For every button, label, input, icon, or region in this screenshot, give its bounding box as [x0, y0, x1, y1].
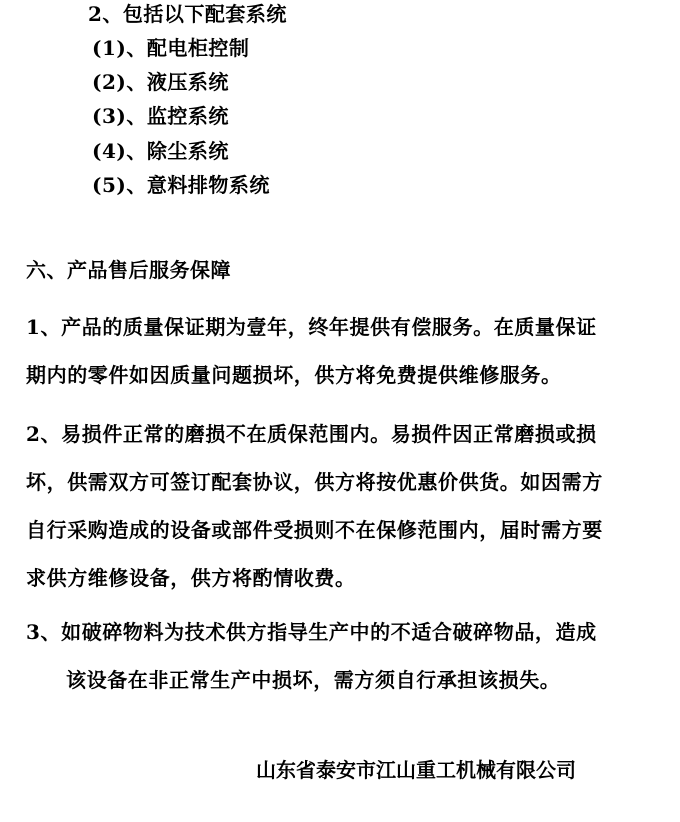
- paragraph-line: 求供方维修设备，供方将酌情收费。: [26, 566, 356, 590]
- paragraph-unsuitable-materials: [26, 608, 652, 704]
- paragraph-wear-parts: [26, 410, 652, 602]
- paragraph-line: 2、易损件正常的磨损不在质保范围内。易损件因正常磨损或损: [26, 422, 597, 446]
- paragraph-warranty: [26, 303, 652, 399]
- subsystem-item-4: (4)、除尘系统: [92, 139, 229, 163]
- subsystem-item-5: (5)、意料排物系统: [92, 173, 270, 197]
- subsystem-item-1: (1)、配电柜控制: [92, 36, 250, 60]
- paragraph-line: 坏，供需双方可签订配套协议，供方将按优惠价供货。如因需方: [26, 470, 603, 494]
- paragraph-line: 1、产品的质量保证期为壹年，终年提供有偿服务。在质量保证: [26, 315, 597, 339]
- paragraph-line: 该设备在非正常生产中损坏，需方须自行承担该损失。: [66, 668, 561, 692]
- subsystem-item-2: (2)、液压系统: [92, 70, 229, 94]
- paragraph-line: 3、如破碎物料为技术供方指导生产中的不适合破碎物品，造成: [26, 620, 597, 644]
- paragraph-line: 自行采购造成的设备或部件受损则不在保修范围内，届时需方要: [26, 518, 603, 542]
- company-signature: 山东省泰安市江山重工机械有限公司: [256, 758, 576, 782]
- section-title: 六、产品售后服务保障: [26, 258, 231, 282]
- paragraph-line: 期内的零件如因质量问题损坏，供方将免费提供维修服务。: [26, 363, 562, 387]
- subsystems-heading: 2、包括以下配套系统: [88, 2, 287, 26]
- subsystem-item-3: (3)、监控系统: [92, 104, 229, 128]
